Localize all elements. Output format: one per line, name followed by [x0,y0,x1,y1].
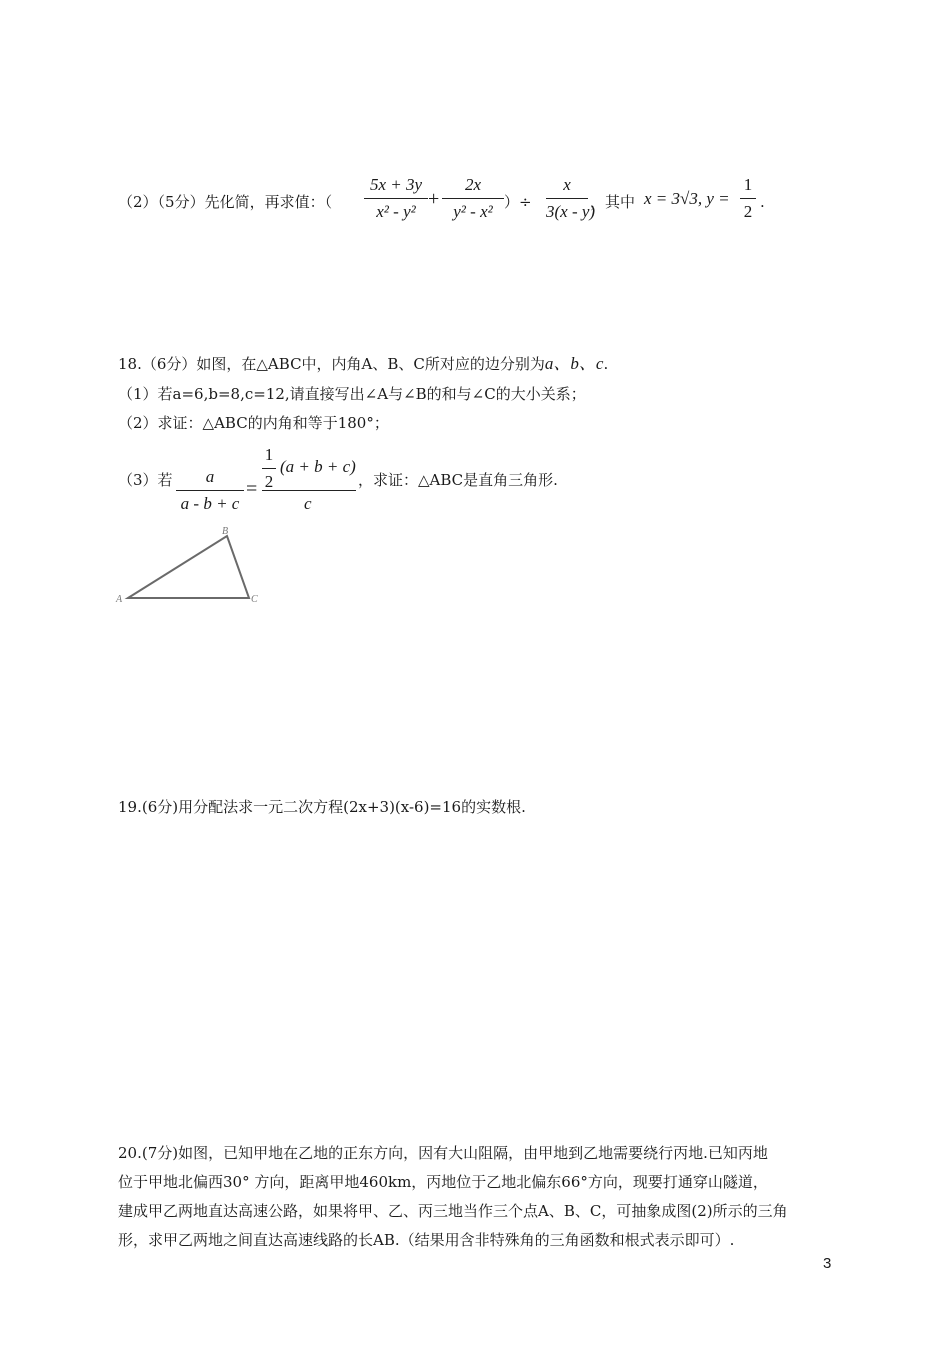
q17-x-value: x = 3√3, y = [644,189,730,208]
q18-lhs-denominator: a - b + c [180,494,240,513]
q17-frac3-numerator: x [563,175,571,194]
q17-frac2-denominator: y² - x² [453,202,493,221]
q18-rhs-main-bar [262,490,356,491]
q17-frac1-denominator: x² - y² [376,202,416,221]
q17-close-divide: ）÷ [504,193,532,211]
q17-y-numerator: 1 [743,175,753,194]
q18-part-2: （2）求证：△ABC的内角和等于180°； [118,414,389,432]
q17-plus-sign: + [428,188,440,210]
q18-part-3-suffix: ，求证：△ABC是直角三角形. [358,471,558,489]
q17-tail-text: ，其中 [590,193,636,211]
q20-paragraph [118,1139,838,1255]
q18-stem-end: . [603,355,609,373]
q18-part-3-prefix: （3）若 [118,471,173,489]
q17-fraction-3 [546,174,596,223]
triangle-abc-figure [110,524,270,608]
q17-frac1-numerator: 5x + 3y [369,175,423,194]
q17-2-label: （2）（5分）先化简，再求值：（ [118,193,333,211]
vertex-label-c: C [251,594,258,605]
q19-text: 19.(6分)用分配法求一元二次方程(2x+3)(x-6)=16的实数根. [118,798,526,816]
vertex-label-b: B [222,526,229,537]
q18-stem-text: 18.（6分）如图，在△ABC中，内角A、B、C所对应的边分别为 [118,355,545,373]
fraction-bar [740,198,756,199]
q18-side-variables: a、b、c [544,354,604,373]
q20-line-1: 20.(7分)如图，已知甲地在乙地的正东方向，因有大山阻隔，由甲地到乙地需要绕行丙地.已知丙地 [118,1144,768,1162]
q18-equals-sign: = [246,478,258,500]
q17-y-denominator: 2 [743,202,753,221]
q17-frac3-denominator: 3(x - y) [546,202,596,221]
fraction-bar [262,468,276,469]
fraction-bar [176,490,244,491]
q18-half-fraction [262,444,276,493]
page-number: 3 [823,1255,832,1272]
q20-line-2: 位于甲地北偏西30° 方向，距离甲地460km，丙地位于乙地北偏东66°方向，现要打通穿山隧道， [118,1173,768,1191]
q18-rhs-parenthesis: (a + b + c) [280,457,356,476]
q17-fraction-2 [442,174,504,223]
q17-fraction-1 [364,174,428,223]
q17-frac2-numerator: 2x [464,175,482,194]
q17-y-fraction [740,174,756,223]
q18-lhs-numerator: a [205,467,215,486]
q20-line-3: 建成甲乙两地直达高速公路，如果将甲、乙、丙三地当作三个点A、B、C，可抽象成图(2)所示的三角 [118,1202,788,1220]
fraction-bar [546,198,588,199]
fraction-bar [364,198,428,199]
q17-end-period: . [760,193,765,211]
q18-half-numerator: 1 [264,445,274,464]
vertex-label-a: A [116,594,123,605]
q18-lhs-fraction [176,466,244,515]
q18-stem [118,354,608,374]
triangle-shape [128,536,249,598]
q20-line-4: 形，求甲乙两地之间直达高速线路的长AB.（结果用含非特殊角的三角函数和根式表示即可）. [118,1231,735,1249]
q18-part-1: （1）若a=6,b=8,c=12,请直接写出∠A与∠B的和与∠C的大小关系； [118,385,586,403]
q18-half-denominator: 2 [264,472,274,491]
fraction-bar [442,198,504,199]
q18-rhs-denominator: c [304,494,312,513]
